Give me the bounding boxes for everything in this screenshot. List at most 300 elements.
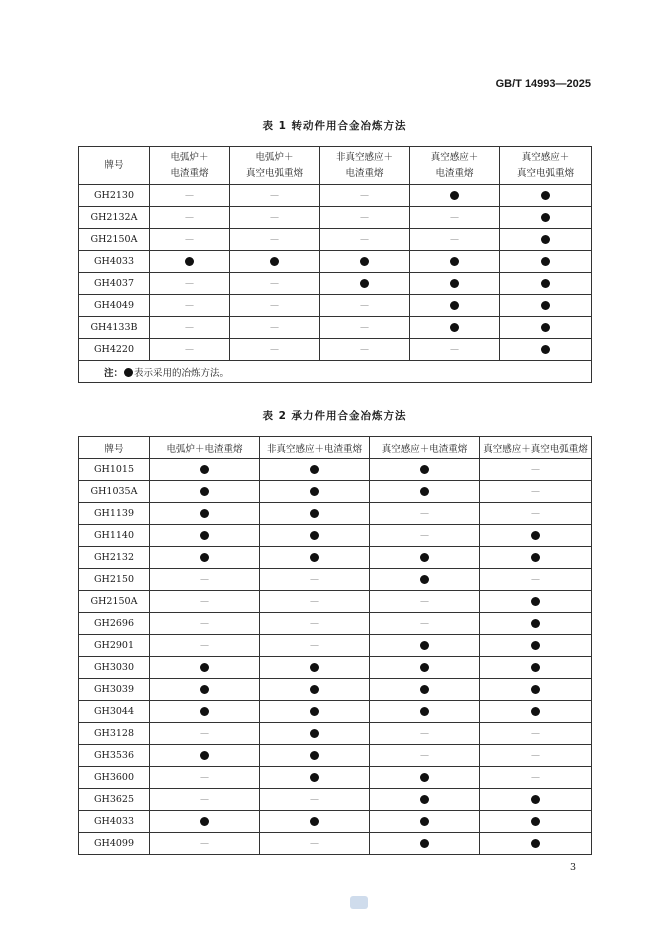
- table1: [78, 146, 592, 383]
- method-cell: [370, 723, 480, 745]
- method-cell: [370, 701, 480, 723]
- filled-dot-icon: [531, 663, 540, 672]
- standard-code: GB/T 14993—2025: [495, 78, 591, 90]
- filled-dot-icon: [531, 817, 540, 826]
- grade-cell: GH4133B: [79, 317, 150, 339]
- filled-dot-icon: [531, 641, 540, 650]
- method-cell: [410, 207, 500, 229]
- table-row: [79, 481, 592, 503]
- filled-dot-icon: [310, 685, 319, 694]
- method-cell: [150, 229, 230, 251]
- method-cell: [410, 229, 500, 251]
- not-applicable-dash: —: [185, 213, 194, 223]
- method-cell: [260, 833, 370, 855]
- table-row: [79, 503, 592, 525]
- filled-dot-icon: [200, 707, 209, 716]
- header-line1: 真空感应＋: [521, 151, 570, 163]
- table2-column-header: 牌号: [79, 437, 150, 459]
- filled-dot-icon: [420, 575, 429, 584]
- filled-dot-icon: [531, 707, 540, 716]
- filled-dot-icon: [200, 465, 209, 474]
- not-applicable-dash: —: [200, 575, 209, 585]
- filled-dot-icon: [200, 685, 209, 694]
- method-cell: [480, 723, 592, 745]
- method-cell: [230, 207, 320, 229]
- header-line1: 真空感应＋: [430, 151, 479, 163]
- table-row: [79, 745, 592, 767]
- filled-dot-icon: [541, 257, 550, 266]
- table-row: [79, 789, 592, 811]
- grade-cell: GH4220: [79, 339, 150, 361]
- not-applicable-dash: —: [531, 729, 540, 739]
- not-applicable-dash: —: [310, 575, 319, 585]
- not-applicable-dash: —: [310, 839, 319, 849]
- method-cell: [370, 789, 480, 811]
- note-text: 表示采用的冶炼方法。: [134, 367, 230, 379]
- method-cell: [260, 547, 370, 569]
- not-applicable-dash: —: [270, 235, 279, 245]
- table2-column-header: 非真空感应＋电渣重熔: [260, 437, 370, 459]
- method-cell: [150, 185, 230, 207]
- table1-column-header: [150, 147, 230, 185]
- method-cell: [410, 339, 500, 361]
- grade-cell: GH1139: [79, 503, 150, 525]
- table-row: [79, 833, 592, 855]
- filled-dot-icon: [310, 487, 319, 496]
- not-applicable-dash: —: [200, 619, 209, 629]
- table1-note-row: [79, 361, 592, 383]
- table2-column-header: 真空感应＋真空电弧重熔: [480, 437, 592, 459]
- method-cell: [480, 459, 592, 481]
- header-line2: 真空电弧重熔: [245, 167, 303, 179]
- method-cell: [500, 339, 592, 361]
- table-row: [79, 339, 592, 361]
- method-cell: [260, 701, 370, 723]
- filled-dot-icon: [310, 707, 319, 716]
- filled-dot-icon: [310, 509, 319, 518]
- filled-dot-icon: [531, 619, 540, 628]
- not-applicable-dash: —: [310, 619, 319, 629]
- table-row: [79, 185, 592, 207]
- table1-header-row: [79, 147, 592, 185]
- grade-cell: GH2150A: [79, 591, 150, 613]
- method-cell: [370, 613, 480, 635]
- not-applicable-dash: —: [531, 465, 540, 475]
- grade-cell: GH4049: [79, 295, 150, 317]
- not-applicable-dash: —: [185, 345, 194, 355]
- filled-dot-icon: [541, 345, 550, 354]
- method-cell: [150, 251, 230, 273]
- filled-dot-icon: [450, 279, 459, 288]
- method-cell: [500, 273, 592, 295]
- method-cell: [150, 339, 230, 361]
- filled-dot-icon: [310, 751, 319, 760]
- method-cell: [500, 295, 592, 317]
- table-row: [79, 811, 592, 833]
- table-row: [79, 229, 592, 251]
- method-cell: [150, 613, 260, 635]
- method-cell: [370, 547, 480, 569]
- filled-dot-icon: [420, 839, 429, 848]
- header-line1: 牌号: [104, 159, 124, 171]
- method-cell: [500, 207, 592, 229]
- method-cell: [410, 251, 500, 273]
- filled-dot-icon: [310, 465, 319, 474]
- table1-column-header: [410, 147, 500, 185]
- table-row: [79, 547, 592, 569]
- not-applicable-dash: —: [531, 487, 540, 497]
- grade-cell: GH2130: [79, 185, 150, 207]
- table2-header-row: [79, 437, 592, 459]
- method-cell: [370, 657, 480, 679]
- method-cell: [370, 635, 480, 657]
- method-cell: [260, 657, 370, 679]
- method-cell: [370, 811, 480, 833]
- method-cell: [230, 251, 320, 273]
- grade-cell: GH2901: [79, 635, 150, 657]
- not-applicable-dash: —: [185, 323, 194, 333]
- filled-dot-icon: [310, 663, 319, 672]
- not-applicable-dash: —: [185, 279, 194, 289]
- note-label: 注：: [104, 367, 124, 379]
- not-applicable-dash: —: [310, 795, 319, 805]
- filled-dot-icon: [310, 553, 319, 562]
- table1-column-header: [79, 147, 150, 185]
- method-cell: [480, 789, 592, 811]
- method-cell: [320, 251, 410, 273]
- table-row: [79, 317, 592, 339]
- method-cell: [150, 547, 260, 569]
- method-cell: [480, 525, 592, 547]
- method-cell: [480, 833, 592, 855]
- method-cell: [260, 569, 370, 591]
- table-row: [79, 613, 592, 635]
- header-line2: 真空电弧重熔: [516, 167, 574, 179]
- filled-dot-icon: [310, 729, 319, 738]
- method-cell: [370, 459, 480, 481]
- table2-column-header: 电弧炉＋电渣重熔: [150, 437, 260, 459]
- method-cell: [150, 273, 230, 295]
- header-line1: 非真空感应＋: [335, 151, 393, 163]
- not-applicable-dash: —: [310, 641, 319, 651]
- table-row: [79, 459, 592, 481]
- header-line2: 电渣重熔: [170, 167, 209, 179]
- method-cell: [150, 503, 260, 525]
- method-cell: [150, 745, 260, 767]
- filled-dot-icon: [200, 553, 209, 562]
- method-cell: [480, 657, 592, 679]
- not-applicable-dash: —: [420, 597, 429, 607]
- not-applicable-dash: —: [270, 323, 279, 333]
- method-cell: [370, 525, 480, 547]
- filled-dot-icon: [270, 257, 279, 266]
- not-applicable-dash: —: [360, 213, 369, 223]
- filled-dot-icon: [541, 213, 550, 222]
- method-cell: [320, 295, 410, 317]
- table-row: [79, 767, 592, 789]
- filled-dot-icon: [541, 191, 550, 200]
- method-cell: [260, 591, 370, 613]
- not-applicable-dash: —: [270, 279, 279, 289]
- not-applicable-dash: —: [270, 345, 279, 355]
- not-applicable-dash: —: [185, 301, 194, 311]
- filled-dot-icon: [420, 465, 429, 474]
- table-row: [79, 679, 592, 701]
- filled-dot-icon: [124, 368, 133, 377]
- method-cell: [320, 229, 410, 251]
- filled-dot-icon: [450, 301, 459, 310]
- grade-cell: GH3625: [79, 789, 150, 811]
- table-row: [79, 657, 592, 679]
- header-line1: 电弧炉＋: [170, 151, 209, 163]
- method-cell: [480, 635, 592, 657]
- not-applicable-dash: —: [200, 773, 209, 783]
- method-cell: [480, 591, 592, 613]
- filled-dot-icon: [420, 553, 429, 562]
- filled-dot-icon: [200, 487, 209, 496]
- table-row: [79, 525, 592, 547]
- method-cell: [150, 295, 230, 317]
- filled-dot-icon: [200, 509, 209, 518]
- table-row: [79, 207, 592, 229]
- not-applicable-dash: —: [531, 773, 540, 783]
- not-applicable-dash: —: [450, 345, 459, 355]
- method-cell: [500, 317, 592, 339]
- method-cell: [480, 745, 592, 767]
- method-cell: [150, 481, 260, 503]
- filled-dot-icon: [420, 817, 429, 826]
- not-applicable-dash: —: [360, 345, 369, 355]
- method-cell: [410, 295, 500, 317]
- method-cell: [500, 251, 592, 273]
- method-cell: [370, 679, 480, 701]
- method-cell: [370, 569, 480, 591]
- filled-dot-icon: [420, 707, 429, 716]
- method-cell: [150, 569, 260, 591]
- table2: [78, 436, 592, 855]
- table1-caption: 表 1 转动件用合金冶炼方法: [262, 120, 407, 132]
- not-applicable-dash: —: [360, 191, 369, 201]
- filled-dot-icon: [531, 685, 540, 694]
- grade-cell: GH2150A: [79, 229, 150, 251]
- table-row: [79, 273, 592, 295]
- grade-cell: GH3600: [79, 767, 150, 789]
- not-applicable-dash: —: [531, 751, 540, 761]
- method-cell: [480, 767, 592, 789]
- method-cell: [150, 317, 230, 339]
- table1-column-header: [500, 147, 592, 185]
- method-cell: [150, 525, 260, 547]
- filled-dot-icon: [531, 795, 540, 804]
- header-line2: 电渣重熔: [435, 167, 474, 179]
- filled-dot-icon: [531, 839, 540, 848]
- not-applicable-dash: —: [531, 509, 540, 519]
- grade-cell: GH3128: [79, 723, 150, 745]
- filled-dot-icon: [541, 301, 550, 310]
- method-cell: [500, 229, 592, 251]
- table-row: [79, 569, 592, 591]
- filled-dot-icon: [360, 279, 369, 288]
- method-cell: [150, 701, 260, 723]
- method-cell: [260, 613, 370, 635]
- not-applicable-dash: —: [200, 729, 209, 739]
- not-applicable-dash: —: [270, 301, 279, 311]
- not-applicable-dash: —: [360, 301, 369, 311]
- method-cell: [230, 317, 320, 339]
- filled-dot-icon: [450, 323, 459, 332]
- method-cell: [150, 679, 260, 701]
- method-cell: [260, 679, 370, 701]
- grade-cell: GH3044: [79, 701, 150, 723]
- grade-cell: GH2696: [79, 613, 150, 635]
- method-cell: [260, 745, 370, 767]
- grade-cell: GH3536: [79, 745, 150, 767]
- table-row: [79, 295, 592, 317]
- filled-dot-icon: [450, 191, 459, 200]
- grade-cell: GH3039: [79, 679, 150, 701]
- grade-cell: GH3030: [79, 657, 150, 679]
- filled-dot-icon: [420, 773, 429, 782]
- table-row: [79, 701, 592, 723]
- filled-dot-icon: [310, 531, 319, 540]
- filled-dot-icon: [200, 817, 209, 826]
- not-applicable-dash: —: [270, 213, 279, 223]
- method-cell: [260, 635, 370, 657]
- method-cell: [480, 613, 592, 635]
- method-cell: [260, 811, 370, 833]
- method-cell: [260, 503, 370, 525]
- method-cell: [150, 459, 260, 481]
- not-applicable-dash: —: [420, 619, 429, 629]
- page-number: 3: [569, 862, 576, 873]
- table1-column-header: [320, 147, 410, 185]
- filled-dot-icon: [420, 487, 429, 496]
- method-cell: [150, 723, 260, 745]
- filled-dot-icon: [541, 279, 550, 288]
- method-cell: [480, 503, 592, 525]
- method-cell: [260, 789, 370, 811]
- filled-dot-icon: [185, 257, 194, 266]
- method-cell: [230, 295, 320, 317]
- method-cell: [150, 207, 230, 229]
- grade-cell: GH2132: [79, 547, 150, 569]
- not-applicable-dash: —: [450, 235, 459, 245]
- grade-cell: GH4033: [79, 251, 150, 273]
- method-cell: [480, 481, 592, 503]
- grade-cell: GH2132A: [79, 207, 150, 229]
- table-row: [79, 591, 592, 613]
- method-cell: [260, 723, 370, 745]
- method-cell: [500, 185, 592, 207]
- method-cell: [150, 833, 260, 855]
- not-applicable-dash: —: [420, 751, 429, 761]
- method-cell: [480, 679, 592, 701]
- not-applicable-dash: —: [270, 191, 279, 201]
- not-applicable-dash: —: [200, 839, 209, 849]
- method-cell: [370, 745, 480, 767]
- method-cell: [480, 569, 592, 591]
- grade-cell: GH4037: [79, 273, 150, 295]
- filled-dot-icon: [310, 773, 319, 782]
- method-cell: [260, 525, 370, 547]
- method-cell: [230, 185, 320, 207]
- method-cell: [150, 811, 260, 833]
- filled-dot-icon: [531, 597, 540, 606]
- not-applicable-dash: —: [360, 323, 369, 333]
- header-line2: 电渣重熔: [345, 167, 384, 179]
- method-cell: [150, 789, 260, 811]
- filled-dot-icon: [420, 795, 429, 804]
- method-cell: [480, 811, 592, 833]
- grade-cell: GH1140: [79, 525, 150, 547]
- watermark-logo-icon: [350, 896, 368, 909]
- grade-cell: GH1035A: [79, 481, 150, 503]
- table1-note: [79, 361, 592, 383]
- method-cell: [150, 657, 260, 679]
- filled-dot-icon: [541, 235, 550, 244]
- not-applicable-dash: —: [360, 235, 369, 245]
- header-line1: 电弧炉＋: [255, 151, 294, 163]
- table-row: [79, 723, 592, 745]
- method-cell: [370, 503, 480, 525]
- not-applicable-dash: —: [200, 597, 209, 607]
- method-cell: [150, 767, 260, 789]
- filled-dot-icon: [420, 641, 429, 650]
- filled-dot-icon: [420, 685, 429, 694]
- table-row: [79, 251, 592, 273]
- grade-cell: GH4099: [79, 833, 150, 855]
- filled-dot-icon: [200, 663, 209, 672]
- method-cell: [260, 767, 370, 789]
- method-cell: [370, 833, 480, 855]
- method-cell: [320, 185, 410, 207]
- table-row: [79, 635, 592, 657]
- method-cell: [260, 459, 370, 481]
- method-cell: [370, 767, 480, 789]
- method-cell: [320, 317, 410, 339]
- method-cell: [370, 591, 480, 613]
- grade-cell: GH2150: [79, 569, 150, 591]
- grade-cell: GH4033: [79, 811, 150, 833]
- not-applicable-dash: —: [200, 641, 209, 651]
- filled-dot-icon: [200, 531, 209, 540]
- not-applicable-dash: —: [420, 509, 429, 519]
- grade-cell: GH1015: [79, 459, 150, 481]
- filled-dot-icon: [310, 817, 319, 826]
- filled-dot-icon: [420, 663, 429, 672]
- method-cell: [150, 635, 260, 657]
- method-cell: [480, 547, 592, 569]
- not-applicable-dash: —: [450, 213, 459, 223]
- method-cell: [230, 229, 320, 251]
- method-cell: [230, 273, 320, 295]
- method-cell: [410, 317, 500, 339]
- filled-dot-icon: [531, 553, 540, 562]
- method-cell: [320, 339, 410, 361]
- method-cell: [370, 481, 480, 503]
- method-cell: [410, 273, 500, 295]
- method-cell: [150, 591, 260, 613]
- filled-dot-icon: [360, 257, 369, 266]
- method-cell: [230, 339, 320, 361]
- table1-column-header: [230, 147, 320, 185]
- table2-caption: 表 2 承力件用合金冶炼方法: [262, 410, 407, 422]
- filled-dot-icon: [450, 257, 459, 266]
- method-cell: [260, 481, 370, 503]
- method-cell: [320, 207, 410, 229]
- not-applicable-dash: —: [420, 729, 429, 739]
- filled-dot-icon: [200, 751, 209, 760]
